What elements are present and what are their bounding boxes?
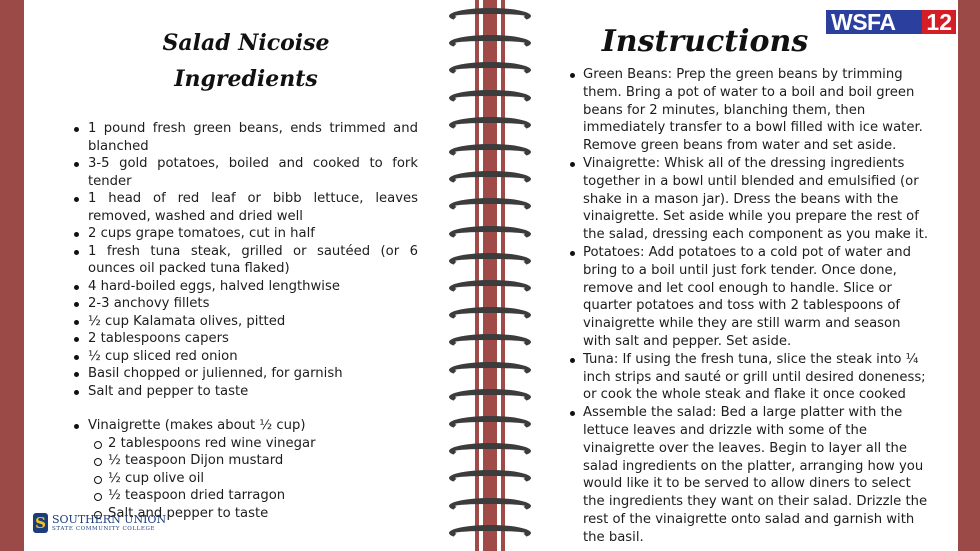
instructions-list xyxy=(566,66,928,547)
ingredient-item: Salt and pepper to taste xyxy=(70,383,418,401)
binding-ring xyxy=(449,362,531,378)
instruction-step: Vinaigrette: Whisk all of the dressing ingredients together in a bowl until blended and emulsified (or shake in a mason jar). Dress the beans with the vinaigrette. Set aside while you prepare the rest of the salad, dressing each component as you make it. xyxy=(566,155,928,244)
instruction-step: Assemble the salad: Bed a large platter with the lettuce leaves and drizzle with some of the vinaigrette over the leaves. Begin to layer all the salad ingredients on the platter, arranging how you would like it to be served to allow diners to select the ingredients they want on their salad. Drizzle the rest of the vinaigrette onto salad and garnish with the basil. xyxy=(566,404,928,546)
spine-stripes xyxy=(471,0,509,551)
wsfa-logo-text: WSFA xyxy=(831,9,896,35)
ingredient-item: ½ cup Kalamata olives, pitted xyxy=(70,313,418,331)
instruction-step: Tuna: If using the fresh tuna, slice the steak into ¼ inch strips and sauté or grill until desired doneness; or cook the whole steak and flake it once cooked xyxy=(566,351,928,404)
wsfa-logo-number: 12 xyxy=(922,10,956,34)
ingredient-item: 2-3 anchovy fillets xyxy=(70,295,418,313)
binding-ring xyxy=(449,280,531,296)
ingredient-item: 2 tablespoons capers xyxy=(70,330,418,348)
instruction-step: Green Beans: Prep the green beans by trimming them. Bring a pot of water to a boil and boil green beans for 2 minutes, blanching them, then immediately transfer to a bowl filled with ice water. Remove green beans from water and set aside. xyxy=(566,66,928,155)
binding-ring xyxy=(449,498,531,514)
binding-ring xyxy=(449,8,531,24)
binding-ring xyxy=(449,253,531,269)
instruction-step: Potatoes: Add potatoes to a cold pot of water and bring to a boil until just fork tender. Once done, remove and let cool enough to handle. Slice or quarter potatoes and toss with 2 tablespoons of vinaigrette while they are still warm and season with salt and pepper. Set aside. xyxy=(566,244,928,351)
ingredient-item: 3-5 gold potatoes, boiled and cooked to fork tender xyxy=(70,155,418,190)
ingredient-item: Basil chopped or julienned, for garnish xyxy=(70,365,418,383)
instructions-heading: Instructions xyxy=(601,24,809,59)
vinaigrette-item: 2 tablespoons red wine vinegar xyxy=(90,435,418,453)
ingredient-item: 1 head of red leaf or bibb lettuce, leaves removed, washed and dried well xyxy=(70,190,418,225)
southern-union-logo xyxy=(33,513,166,533)
recipe-title: Salad Nicoise xyxy=(162,30,330,56)
vinaigrette-item: Salt and pepper to taste xyxy=(90,505,418,523)
ingredient-item: 1 fresh tuna steak, grilled or sautéed (or 6 ounces oil packed tuna flaked) xyxy=(70,243,418,278)
vinaigrette-item: ½ teaspoon dried tarragon xyxy=(90,487,418,505)
binding-ring xyxy=(449,389,531,405)
school-subtitle: STATE COMMUNITY COLLEGE xyxy=(52,526,156,532)
southern-union-mark-icon: S xyxy=(33,513,48,533)
wsfa-logo xyxy=(824,8,958,36)
ingredient-item: ½ cup sliced red onion xyxy=(70,348,418,366)
school-name: SOUTHERN UNION xyxy=(52,513,167,526)
vinaigrette-item: ½ cup olive oil xyxy=(90,470,418,488)
binding-ring xyxy=(449,226,531,242)
binding-ring xyxy=(449,144,531,160)
ingredient-item: 4 hard-boiled eggs, halved lengthwise xyxy=(70,278,418,296)
binding-ring xyxy=(449,416,531,432)
ingredients-list xyxy=(70,120,418,522)
vinaigrette-item: ½ teaspoon Dijon mustard xyxy=(90,452,418,470)
binding-ring xyxy=(449,117,531,133)
ingredient-item: 2 cups grape tomatoes, cut in half xyxy=(70,225,418,243)
ingredient-item: 1 pound fresh green beans, ends trimmed and blanched xyxy=(70,120,418,155)
vinaigrette-heading: Vinaigrette (makes about ½ cup) xyxy=(70,417,418,435)
binding-ring xyxy=(449,525,531,541)
ingredients-heading: Ingredients xyxy=(174,66,318,92)
